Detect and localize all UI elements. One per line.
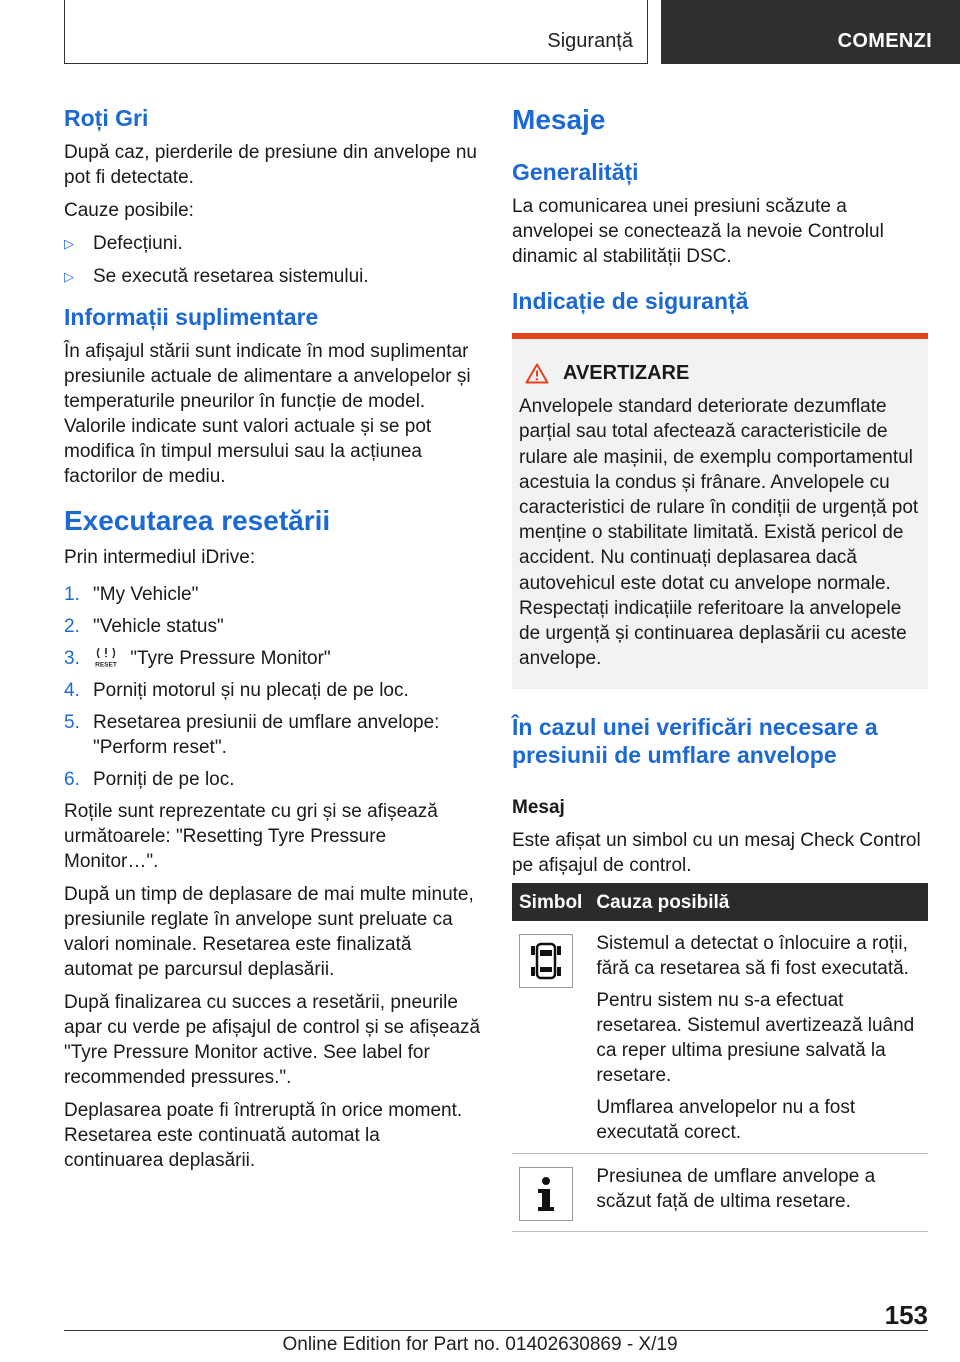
- cause-cell: [589, 921, 928, 1154]
- step-text: "My Vehicle": [93, 584, 199, 605]
- bullet-item: [64, 264, 482, 289]
- cause-text: Presiunea de umflare anvelope a scăzut față de ultima resetare.: [596, 1166, 876, 1212]
- warning-label: AVERTIZARE: [563, 362, 690, 384]
- header-chapter-title: COMENZI: [837, 30, 932, 52]
- pressure-check-heading: În cazul unei verificări necesare a presiunii de umflare anvelope: [512, 714, 878, 768]
- table-row: [512, 921, 928, 1154]
- step-number: 4.: [64, 680, 80, 701]
- step-number: 5.: [64, 712, 80, 733]
- warning-title: [519, 361, 920, 386]
- table-row: [512, 1154, 928, 1232]
- bullet-item: [64, 231, 482, 256]
- step-item: [64, 710, 482, 760]
- symbol-column-header: Simbol: [512, 883, 589, 921]
- table-header-row: [512, 883, 928, 921]
- right-column: [512, 104, 928, 323]
- additional-info-paragraph: În afișajul stării sunt indicate în mod suplimentar presiunile actuale de alimentare a anvelopelor și temperaturile pneurilor în funcție de model. Valorile indicate sunt valori actuale și se pot modifica în timpul mersului sau la acțiunea factorilor de mediu.: [64, 341, 471, 487]
- svg-text:RESET: RESET: [95, 661, 117, 668]
- general-heading: Generalități: [512, 159, 639, 185]
- messages-heading: Mesaje: [512, 104, 606, 135]
- triangle-bullet-icon: ▷: [64, 236, 74, 251]
- warning-triangle-icon: [525, 363, 549, 384]
- step-number: 3.: [64, 648, 80, 669]
- bullet-text: Se execută resetarea sistemului.: [93, 266, 369, 287]
- step-number: 6.: [64, 769, 80, 790]
- step-text: "Vehicle status": [93, 616, 224, 637]
- step-item: [64, 582, 482, 607]
- cause-text: Sistemul a detectat o înlocuire a roții, fără ca resetarea să fi fost executată.: [596, 933, 909, 979]
- triangle-bullet-icon: ▷: [64, 269, 74, 284]
- possible-causes-label: Cauze posibile:: [64, 200, 194, 221]
- step-item: [64, 614, 482, 639]
- message-paragraph: Este afișat un simbol cu un mesaj Check Control pe afișajul de control.: [512, 830, 921, 876]
- right-column-lower: [512, 713, 928, 886]
- additional-info-heading: Informații suplimentare: [64, 304, 319, 330]
- warning-box: [512, 333, 928, 689]
- safety-note-heading: Indicație de siguranță: [512, 288, 749, 314]
- step-number: 2.: [64, 616, 80, 637]
- step-item: [64, 767, 482, 792]
- step-text: Porniți motorul și nu plecați de pe loc.: [93, 680, 409, 701]
- reset-success-paragraph: După finalizarea cu succes a resetării, pneurile apar cu verde pe afișajul de control și se afișează "Tyre Pressure Monitor active. See label for recommended pressures.".: [64, 992, 481, 1088]
- symbol-cell: [512, 1154, 589, 1232]
- cause-column-header: Cauza posibilă: [589, 883, 928, 921]
- footer-edition-text: Online Edition for Part no. 01402630869 - X/19: [282, 1334, 678, 1355]
- grey-wheels-heading: Roți Gri: [64, 105, 149, 131]
- header-section-title: Siguranță: [547, 30, 633, 52]
- left-column: [64, 104, 482, 1181]
- cause-text: Pentru sistem nu s-a efectuat resetarea. Sistemul avertizează luând ca reper ultima presiune salvată la resetare.: [596, 990, 915, 1086]
- step-item: [64, 678, 482, 703]
- grey-wheels-paragraph: După caz, pierderile de presiune din anvelope nu pot fi detectate.: [64, 142, 477, 188]
- step-number: 1.: [64, 584, 80, 605]
- bullet-text: Defecțiuni.: [93, 233, 183, 254]
- cause-text: Umflarea anvelopelor nu a fost executată corect.: [596, 1097, 856, 1143]
- step-text: Porniți de pe loc.: [93, 769, 235, 790]
- reset-result-paragraph: Roțile sunt reprezentate cu gri și se afișează următoarele: "Resetting Tyre Pressure Monitor…".: [64, 801, 438, 872]
- step-item: [64, 646, 482, 671]
- page-number: 153: [884, 1300, 928, 1330]
- reset-duration-paragraph: După un timp de deplasare de mai multe minute, presiunile reglate în anvelope sunt preluate ca valori nominale. Resetarea este finalizată automat pe parcursul deplasării.: [64, 884, 474, 980]
- reset-heading: Executarea resetării: [64, 505, 331, 536]
- reset-intro: Prin intermediul iDrive:: [64, 547, 256, 568]
- general-paragraph: La comunicarea unei presiuni scăzute a anvelopei se conectează la nevoie Controlul dinamic al stabilității DSC.: [512, 196, 884, 267]
- tyre-reset-icon: [93, 646, 119, 668]
- step-text: Resetarea presiunii de umflare anvelope: "Perform reset".: [93, 712, 440, 758]
- symbol-table: [512, 883, 928, 1232]
- footer-divider: [64, 1330, 928, 1331]
- header-chapter-box: [661, 0, 960, 64]
- message-label: Mesaj: [512, 797, 565, 818]
- warning-text: Anvelopele standard deteriorate dezumflate parțial sau total afectează caracteristicile de rulare ale mașinii, de exemplu comportamentul acestuia la condus și frânare. Anvelopele cu caracteristici de rulare în condiții de urgență pot menține o stabilitate limitată. Există pericol de accident. Nu continuați deplasarea dacă autovehicul este dotat cu anvelope normale. Respectați indicațiile referitoare la anvelopele de urgență și continuarea deplasării cu aceste anvelope.: [519, 396, 919, 670]
- reset-interruption-paragraph: Deplasarea poate fi întreruptă în orice moment. Resetarea este continuată automat la continuarea deplasării.: [64, 1100, 463, 1171]
- car-tyres-icon: [519, 934, 573, 988]
- header-section-box: [64, 0, 648, 64]
- cause-cell: [589, 1154, 928, 1232]
- step-text: "Tyre Pressure Monitor": [130, 648, 331, 669]
- info-icon: [519, 1167, 573, 1221]
- symbol-cell: [512, 921, 589, 1154]
